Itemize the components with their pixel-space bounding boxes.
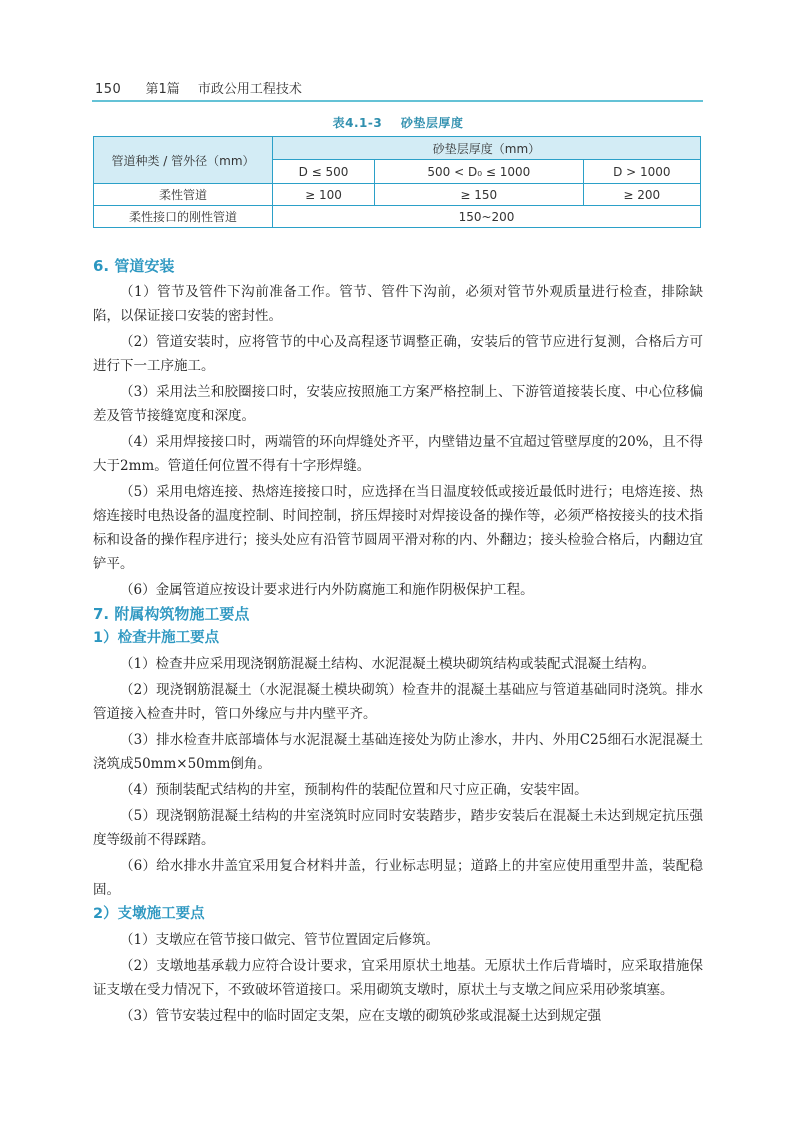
table-row: [94, 184, 701, 206]
paragraph: （4）采用焊接接口时，两端管的环向焊缝处齐平，内壁错边量不宜超过管壁厚度的20%，且不得大于2mm。管道任何位置不得有十字形焊缝。: [93, 434, 703, 474]
section-heading: 7. 附属构筑物施工要点: [93, 605, 250, 623]
section-heading: 6. 管道安装: [93, 257, 175, 275]
part-label: 第1篇: [145, 82, 180, 97]
paragraph: （3）采用法兰和胶圈接口时，安装应按照施工方案严格控制上、下游管道接装长度、中心位移偏差及管节接缝宽度和深度。: [93, 384, 703, 424]
paragraph: （1）检查井应采用现浇钢筋混凝土结构、水泥混凝土模块砌筑结构或装配式混凝土结构。: [120, 656, 656, 672]
table-group-label: 砂垫层厚度（mm）: [273, 137, 701, 160]
chapter-title: 市政公用工程技术: [197, 82, 302, 97]
table-subheader: 500 < D₀ ≤ 1000: [375, 160, 584, 184]
table-cell: ≥ 200: [583, 184, 700, 206]
table-subheader: D ≤ 500: [273, 160, 375, 184]
table-subheader: D > 1000: [583, 160, 700, 184]
subsection-heading: 1）检查井施工要点: [93, 630, 220, 646]
running-head: [95, 78, 703, 100]
paragraph: （1）支墩应在管节接口做完、管节位置固定后修筑。: [120, 932, 440, 948]
paragraph: （5）采用电熔连接、热熔连接接口时，应选择在当日温度较低或接近最低时进行；电熔连接、热熔连接时电热设备的温度控制、时间控制，挤压焊接时对焊接设备的操作等，必须严格按接头的技术指标和设备的操作程序进行；接头处应有沿管节圆周平滑对称的内、外翻边；接头检验合格后，内翻边宜铲平。: [93, 484, 703, 572]
table-row-label: 柔性接口的刚性管道: [94, 206, 273, 228]
sand-cushion-table: [93, 136, 701, 228]
paragraph: （5）现浇钢筋混凝土结构的井室浇筑时应同时安装踏步，踏步安装后在混凝土未达到规定抗压强度等级前不得踩踏。: [93, 808, 703, 848]
table-row-label: 柔性管道: [94, 184, 273, 206]
body-text: [93, 256, 703, 1030]
table-cell: ≥ 150: [375, 184, 584, 206]
page-number: 150: [95, 82, 122, 97]
table-title: 砂垫层厚度: [400, 116, 464, 130]
paragraph: （2）管道安装时，应将管节的中心及高程逐节调整正确，安装后的管节应进行复测，合格后方可进行下一工序施工。: [93, 334, 703, 374]
paragraph: （6）给水排水井盖宜采用复合材料井盖，行业标志明显；道路上的井室应使用重型井盖，装配稳固。: [93, 858, 703, 898]
paragraph: （3）排水检查井底部墙体与水泥混凝土基础连接处为防止渗水，井内、外用C25细石水泥混凝土浇筑成50mm×50mm倒角。: [93, 732, 703, 772]
header-rule: [92, 100, 703, 102]
table-row: [94, 206, 701, 228]
paragraph: （1）管节及管件下沟前准备工作。管节、管件下沟前，必须对管节外观质量进行检查，排除缺陷，以保证接口安装的密封性。: [93, 284, 703, 324]
table-number: 表4.1-3: [332, 116, 383, 130]
paragraph: （4）预制装配式结构的井室，预制构件的装配位置和尺寸应正确，安装牢固。: [120, 782, 588, 798]
table-cell: ≥ 100: [273, 184, 375, 206]
table-col-label: 管道种类 / 管外径（mm）: [94, 137, 273, 184]
table-caption: [95, 114, 701, 131]
paragraph: （2）现浇钢筋混凝土（水泥混凝土模块砌筑）检查井的混凝土基础应与管道基础同时浇筑。排水管道接入检查井时，管口外缘应与井内壁平齐。: [93, 682, 703, 722]
paragraph: （2）支墩地基承载力应符合设计要求，宜采用原状土地基。无原状土作后背墙时，应采取措施保证支墩在受力情况下，不致破坏管道接口。采用砌筑支墩时，原状土与支墩之间应采用砂浆填塞。: [93, 958, 703, 998]
paragraph: （6）金属管道应按设计要求进行内外防腐施工和施作阴极保护工程。: [120, 582, 534, 598]
subsection-heading: 2）支墩施工要点: [93, 906, 205, 922]
paragraph: （3）管节安装过程中的临时固定支架，应在支墩的砌筑砂浆或混凝土达到规定强: [120, 1008, 602, 1024]
table-cell: 150~200: [273, 206, 701, 228]
